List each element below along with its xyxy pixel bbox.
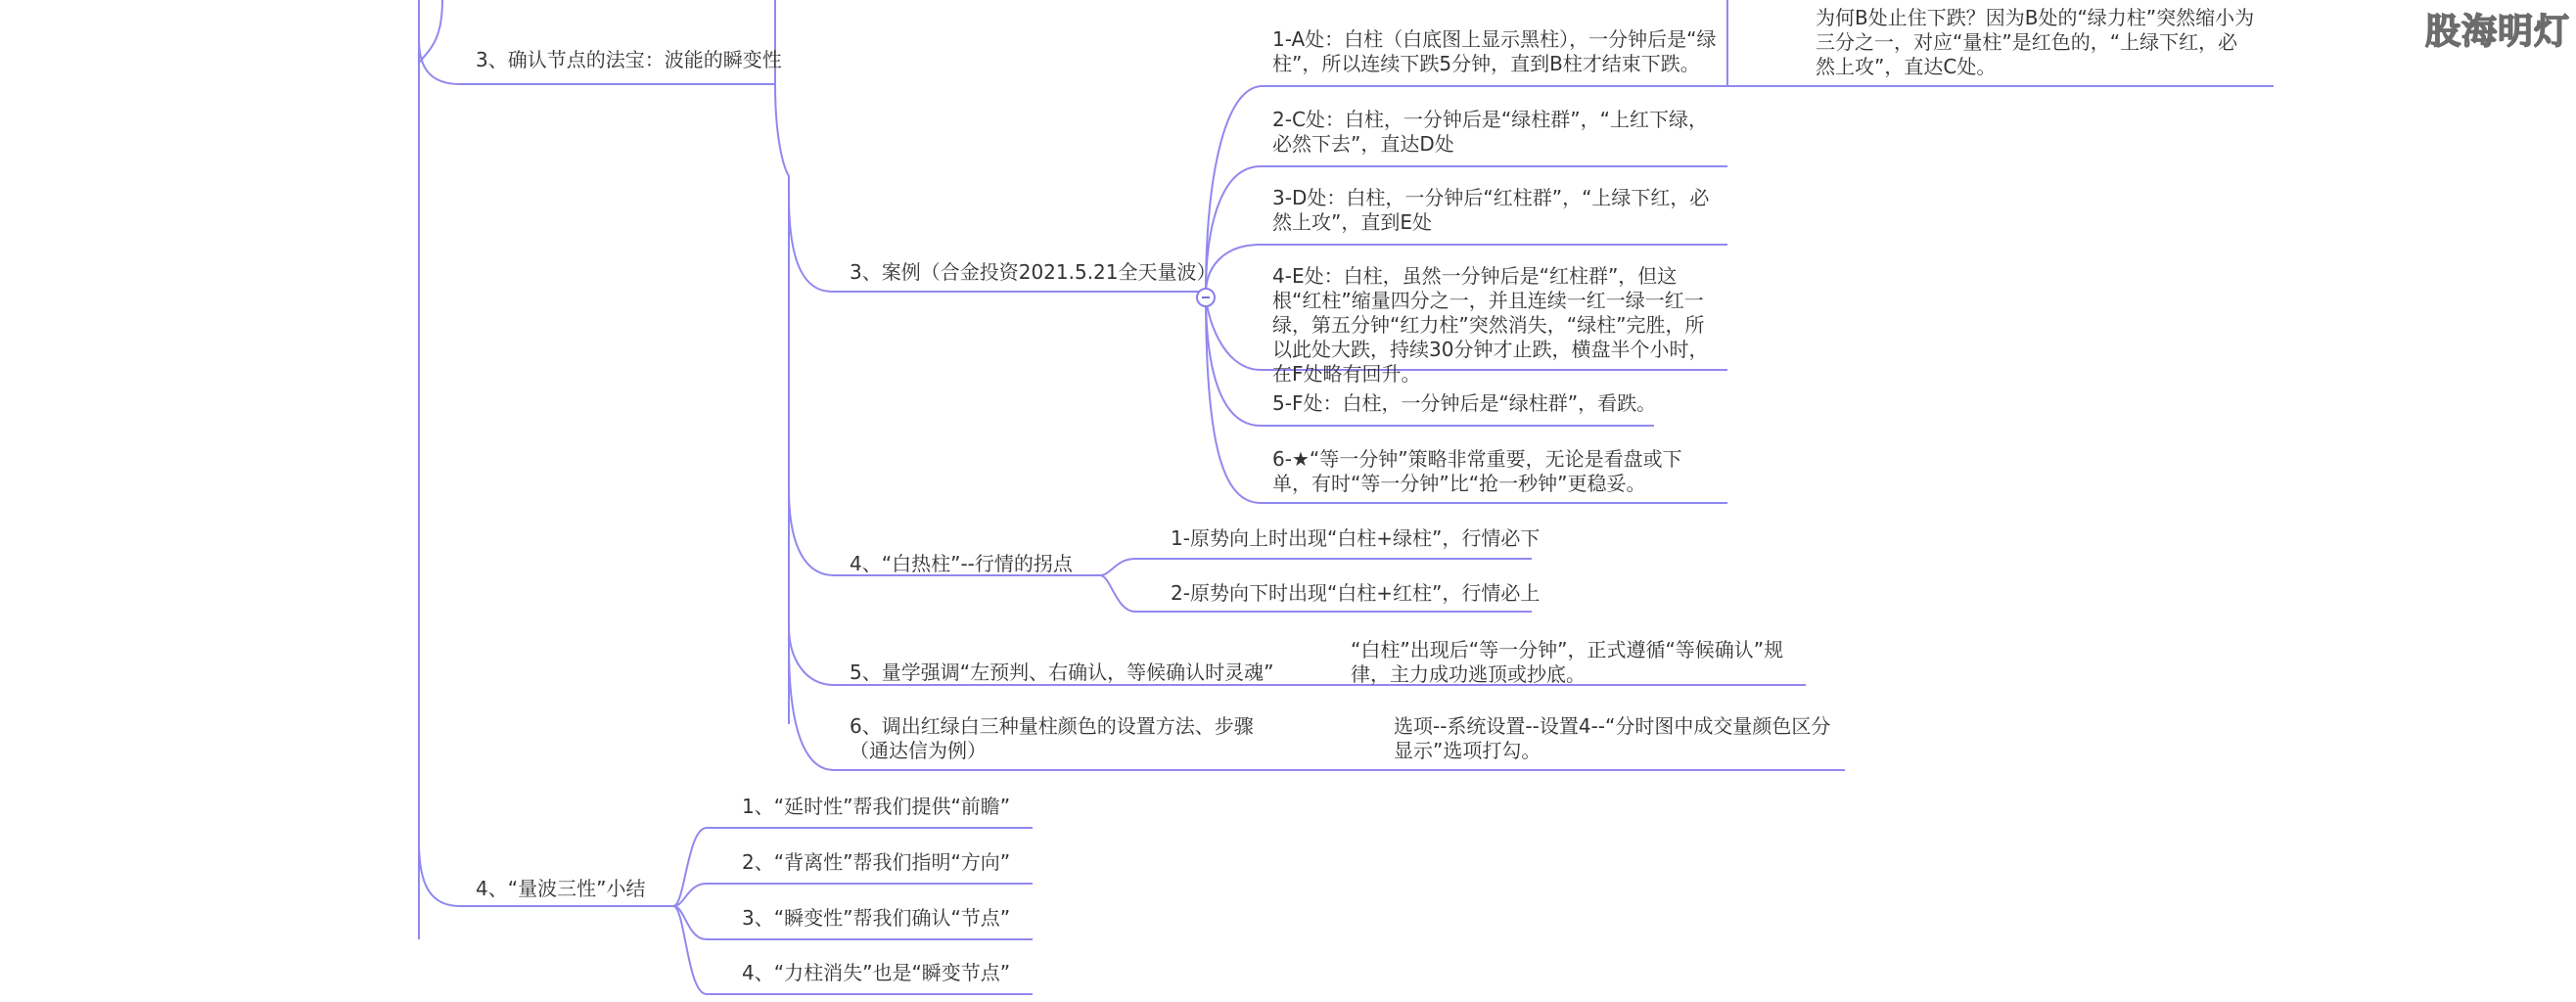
summary-item-2[interactable]: 2、“背离性”帮我们指明“方向”	[742, 850, 1011, 874]
summary-item-1[interactable]: 1、“延时性”帮我们提供“前瞻”	[742, 795, 1011, 818]
white-hot-item-down[interactable]: 2-原势向下时出现“白柱+红柱”，行情必上	[1171, 581, 1541, 605]
case-item-c[interactable]: 2-C处：白柱，一分钟后是“绿柱群”，“上红下绿，必然下去”，直达D处	[1272, 108, 1708, 156]
node-summary[interactable]: 4、“量波三性”小结	[476, 877, 646, 900]
case-item-e[interactable]: 4-E处：白柱，虽然一分钟后是“红柱群”，但这根“红柱”缩量四分之一，并且连续一红一绿一红一绿，第五分钟“红力柱”突然消失，“绿柱”完胜，所以此处大跌，持续30分钟才止跌，横盘半个小时，在F处略有回升。	[1272, 264, 1709, 386]
collapse-toggle-icon[interactable]	[1196, 288, 1216, 307]
node-quant[interactable]: 5、量学强调“左预判、右确认，等候确认时灵魂”	[850, 660, 1274, 684]
node-color-setting[interactable]: 6、调出红绿白三种量柱颜色的设置方法、步骤（通达信为例）	[850, 714, 1254, 762]
color-note[interactable]: 选项--系统设置--设置4--“分时图中成交量颜色区分显示”选项打勾。	[1394, 714, 1831, 762]
wire-top-stub	[419, 0, 442, 63]
summary-item-3[interactable]: 3、“瞬变性”帮我们确认“节点”	[742, 906, 1011, 930]
summary-item-4[interactable]: 4、“力柱消失”也是“瞬变节点”	[742, 961, 1011, 984]
node-confirm-point[interactable]: 3、确认节点的法宝：波能的瞬变性	[476, 48, 782, 71]
node-case[interactable]: 3、案例（合金投资2021.5.21全天量波）	[850, 260, 1217, 284]
white-hot-item-up[interactable]: 1-原势向上时出现“白柱+绿柱”，行情必下	[1171, 526, 1541, 550]
case-item-d[interactable]: 3-D处：白柱，一分钟后“红柱群”，“上绿下红，必然上攻”，直到E处	[1272, 186, 1710, 234]
quant-note[interactable]: “白柱”出现后“等一分钟”，正式遵循“等候确认”规律，主力成功逃顶或抄底。	[1351, 638, 1784, 686]
case-item-f[interactable]: 5-F处：白柱，一分钟后是“绿柱群”，看跌。	[1272, 391, 1657, 415]
node-b-note[interactable]: 为何B处止住下跌？因为B处的“绿力柱”突然缩小为三分之一，对应“量柱”是红色的，“上绿下红，必然上攻”，直达C处。	[1816, 6, 2255, 78]
watermark-logo: 股海明灯	[2425, 12, 2571, 52]
case-item-a[interactable]: 1-A处：白柱（白底图上显示黑柱），一分钟后是“绿柱”，所以连续下跌5分钟，直到B柱才结束下跌。	[1272, 27, 1717, 75]
node-white-hot[interactable]: 4、“白热柱”--行情的拐点	[850, 552, 1073, 575]
case-item-wait[interactable]: 6-★“等一分钟”策略非常重要，无论是看盘或下单，有时“等一分钟”比“抢一秒钟”更稳妥。	[1272, 447, 1682, 495]
